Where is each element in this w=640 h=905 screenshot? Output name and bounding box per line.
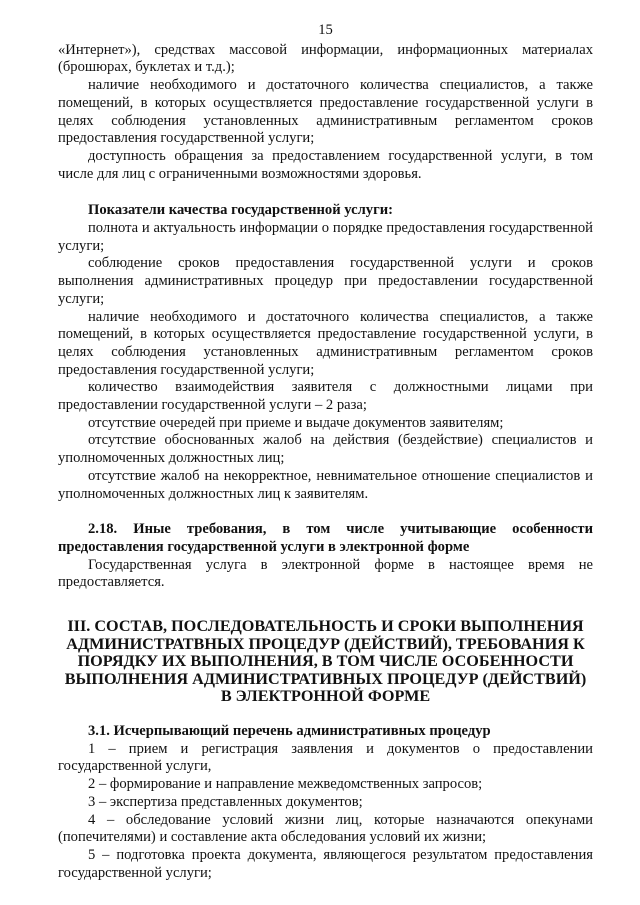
procedure-item: 1 – прием и регистрация заявления и документов о предоставлении государственной услуги, xyxy=(58,740,593,775)
quality-heading: Показатели качества государственной услуги: xyxy=(88,202,393,219)
chapter-3-heading: III. СОСТАВ, ПОСЛЕДОВАТЕЛЬНОСТЬ И СРОКИ ВЫПОЛНЕНИЯ АДМИНИСТРАТВНЫХ ПРОЦЕДУР (ДЕЙСТВИЙ), ТРЕБОВАНИЯ К ПОРЯДКУ ИХ ВЫПОЛНЕНИЯ, В ТОМ ЧИСЛЕ ОСОБЕННОСТИ ВЫПОЛНЕНИЯ АДМИНИСТРАТИВНЫХ ПРОЦЕДУР (ДЕЙСТВИЙ) В ЭЛЕКТРОННОЙ ФОРМЕ xyxy=(64,617,587,706)
quality-item: соблюдение сроков предоставления государственной услуги и сроков выполнения административных процедур при предоставлении государственной услуги; xyxy=(58,255,593,307)
quality-item: количество взаимодействия заявителя с должностными лицами при предоставлении государственной услуги – 2 раза; xyxy=(58,379,593,414)
page-number: 15 xyxy=(318,22,333,38)
section-2-18-heading: 2.18. Иные требования, в том числе учитывающие особенности предоставления государственной услуги в электронной форме xyxy=(58,521,593,555)
paragraph: наличие необходимого и достаточного количества специалистов, а также помещений, в которых осуществляется предоставление государственной услуги в целях соблюдения установленных административным регламентом сроков предоставления государственной услуги; xyxy=(58,77,593,147)
section-2-18-text: Государственная услуга в электронной форме в настоящее время не предоставляется. xyxy=(58,556,593,591)
procedure-item: 3 – экспертиза представленных документов; xyxy=(88,793,363,810)
procedure-item: 4 – обследование условий жизни лиц, которые назначаются опекунами (попечителями) и составление акта обследования условий их жизни; xyxy=(58,811,593,846)
quality-item: наличие необходимого и достаточного количества специалистов, а также помещений, в которых осуществляется предоставление государственной услуги, в целях соблюдения установленных административным регламентом сроков предоставления государственной услуги; xyxy=(58,308,593,378)
procedure-item: 2 – формирование и направление межведомственных запросов; xyxy=(88,776,483,793)
quality-item: отсутствие обоснованных жалоб на действия (бездействие) специалистов и уполномоченных должностных лиц; xyxy=(58,432,593,467)
section-3-1-heading: 3.1. Исчерпывающий перечень административных процедур xyxy=(88,723,491,740)
quality-item: полнота и актуальность информации о порядке предоставления государственной услуги; xyxy=(58,220,593,254)
procedure-item: 5 – подготовка проекта документа, являющегося результатом предоставления государственной услуги; xyxy=(58,846,593,881)
quality-item: отсутствие очередей при приеме и выдаче документов заявителям; xyxy=(88,414,504,431)
paragraph: «Интернет»), средствах массовой информации, информационных материалах (брошюрах, буклетах и т.д.); xyxy=(58,41,593,76)
paragraph: доступность обращения за предоставлением государственной услуги, в том числе для лиц с ограниченными возможностями здоровья. xyxy=(58,147,593,182)
quality-item: отсутствие жалоб на некорректное, невнимательное отношение специалистов и уполномоченных должностных лиц к заявителям. xyxy=(58,467,593,502)
